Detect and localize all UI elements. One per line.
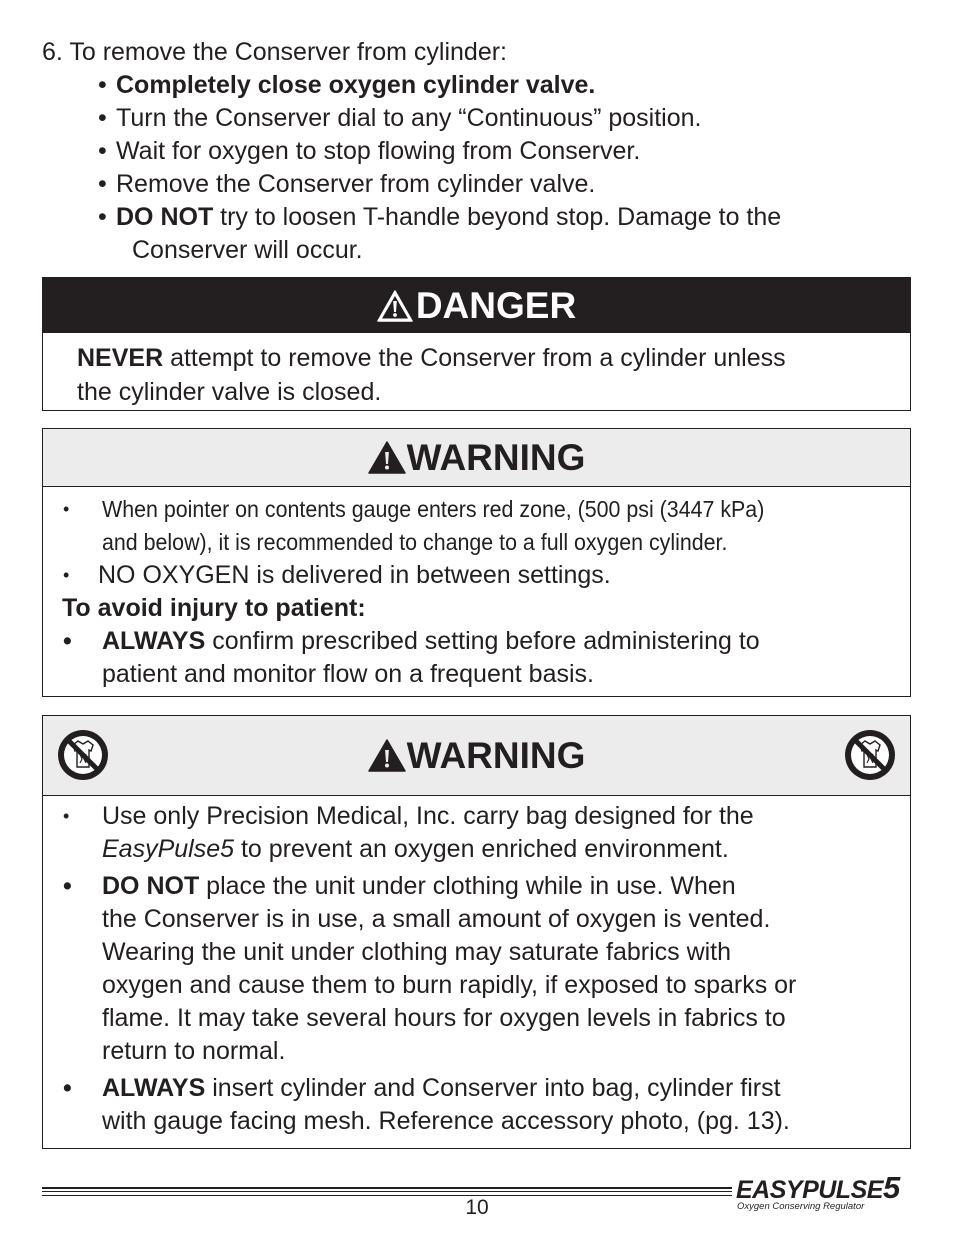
list-item: • ALWAYS insert cylinder and Conserver into bag, cylinder first with gauge facing mesh. Reference accessory photo, (pg. 13). [63,1074,790,1135]
brand-number: 5 [882,1170,900,1205]
warning-box-gauge [42,428,911,697]
list-item: • DO NOT try to loosen T-handle beyond stop. Damage to the Conserver will occur. [98,203,782,264]
list-item: • NO OXYGEN is delivered in between settings. [63,561,611,589]
removal-instructions [42,36,902,267]
warning-title: WARNING [406,734,586,776]
warning-list [43,493,890,592]
warning-triangle-icon [368,739,406,772]
warning-triangle-icon [377,290,413,322]
danger-body: NEVER attempt to remove the Conserver from a cylinder unless the cylinder valve is closed. [77,344,786,406]
list-item: • Completely close oxygen cylinder valve. [98,71,596,99]
list-item: • When pointer on contents gauge enters red zone, (500 psi (3447 kPa) and below), it is recommended to change to a full oxygen cylinder. [63,496,765,555]
step-title: 6. To remove the Conserver from cylinder: [42,38,508,66]
warning-box-carry-bag [42,715,911,1149]
list-item: • Use only Precision Medical, Inc. carry bag designed for the EasyPulse5 to prevent an oxygen enriched environment. [63,802,754,863]
no-clothing-icon [56,728,110,782]
list-item: • DO NOT place the unit under clothing while in use. When the Conserver is in use, a small amount of oxygen is vented. Wearing the unit under clothing may saturate fabrics with oxygen and cause them to burn rapidly, if exposed to sparks or flame. It may take several hours for oxygen levels in fabrics to return to normal. [63,872,797,1065]
warning-header [43,429,910,487]
list-item: • ALWAYS confirm prescribed setting before administering to patient and monitor flow on a frequent basis. [63,627,760,688]
brand-tagline: Oxygen Conserving Regulator [737,1201,865,1212]
warning-subhead: To avoid injury to patient: [62,594,366,622]
list-item: • Turn the Conserver dial to any “Continuous” position. [98,104,702,132]
page-number: 10 [465,1196,489,1219]
step-list [42,69,902,267]
warning-title: WARNING [406,436,586,478]
warning-body [43,796,910,1138]
brand-logo [736,1170,906,1212]
danger-title: DANGER [415,284,577,326]
warning-body [43,487,910,691]
list-item: • Wait for oxygen to stop flowing from Conserver. [98,137,641,165]
list-item: • Remove the Conserver from cylinder valve. [98,170,596,198]
warning-list [43,800,890,1138]
brand-name: EASYPULSE [736,1176,883,1204]
danger-header [43,278,910,333]
warning-header [43,716,910,796]
no-clothing-icon [843,728,897,782]
danger-box [42,277,911,411]
warning-triangle-icon [368,441,406,474]
